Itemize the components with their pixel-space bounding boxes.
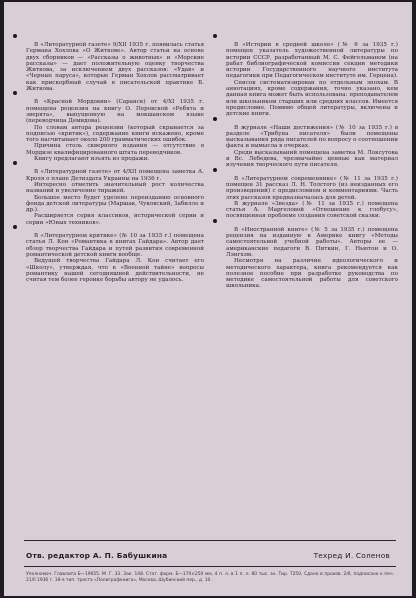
- footer-divider-top: [24, 540, 396, 541]
- paragraph: В журнале «Звезда» (№ 11 за 1935 г.) помещена статья А. Маргеловой «Отношение к глобусу», посвященная проблеме создания советской сказки.: [226, 200, 398, 220]
- paragraph: Несмотря на различие идеологического и методического характера, книга рекомендуется как полезное пособие при разработке руководства по методике самостоятельной работы для советского школьника.: [226, 258, 398, 290]
- bullet-icon: [213, 168, 217, 172]
- document-page: [4, 2, 412, 596]
- bullet-icon: [213, 219, 217, 223]
- entry-detizdat-ukraine: [26, 169, 204, 226]
- entry-krasnaya-mordoviya: [26, 99, 204, 162]
- left-column: [26, 42, 204, 290]
- paragraph: Большое место будет уделено переизданию основного фонда детской литературы (Маршак, Чуковский, Забилло и др.).: [26, 194, 204, 214]
- paragraph: В «Литературном критике» (№ 10 за 1935 г.) помещена статья Л. Кон «Романтика в книгах Гайдара». Автор дает обзор творчества Гайдара и путей развития современной романтической детской книги вообще.: [26, 233, 204, 258]
- bullet-icon: [13, 161, 17, 165]
- paragraph: В «Литературной газете» 9/XII 1935 г. появилась статья Германа Хохлова «О Житкове». Автор статьи на основе двух сборников — «Рассказы о животных» и «Морские рассказы» — дает положительную оценку творчества Житкова, за исключением двух рассказов: «Удав» и «Черные паруса», которые Герман Хохлов рассматривает как прискорбный случай в писательской практике Б. Житкова.: [26, 42, 204, 93]
- entry-kon-gaidar: [26, 233, 204, 283]
- paragraph: Интересно отметить значительный рост количества названий и увеличение тиражей.: [26, 181, 204, 195]
- paragraph: В журнале «Наши достижения» (№ 10 за 1935 г.) в разделе «Трибуна писателя» были помещены высказывания ряда писателей по вопросу о соотношении факта и вымысла в очерках.: [226, 124, 398, 150]
- entry-history-school: [226, 42, 398, 118]
- paragraph: Список систематизирован по отдельным эпохам. В аннотациях, кроме содержания, точно указано, кем данная книга может быть использована: преподавателем или школьником старших или средних классов. Имеется предисловие. Помимо общей литературы, включены и детские книги.: [226, 79, 398, 118]
- paragraph: В «Истории в средней школе» (№ 6 за 1935 г.) помещен указатель художественной литературы по истории СССР, разработанный М. С. Фейгельманом (на рабат библиографической комиссии секции методики истории Государственного научного института педагогики при Педагогическом институте им. Герцена).: [226, 42, 398, 80]
- bullet-icon: [213, 117, 217, 121]
- entry-nashi-dostizheniya: [226, 125, 398, 169]
- bullet-icon: [13, 91, 17, 95]
- entry-khokhlov-zhitkov: [26, 42, 204, 92]
- entry-inostrannaya-kniga: [226, 227, 398, 290]
- paragraph: Среди высказываний помещена заметка М. Локсутова и Вс. Лебедева, чрезвычайно ценные как материал изучения творческого пути писателя.: [226, 149, 398, 169]
- paragraph: Расширяется серия классиков, исторической серии и серии «Юных техников».: [26, 213, 204, 226]
- bullet-icon: [13, 225, 17, 229]
- footer-divider-bottom: [24, 566, 396, 567]
- paragraph: В «Литературном современнике» (№ 11 за 1935 г.) помещен 31 рассказ Л. Н. Толстого (из неизданных его произведений) с предисловием и комментариями. Часть этих рассказов предназначалась для детей.: [226, 175, 398, 201]
- paragraph: По словам автора рецензии (который скрывается за подписью «критик»), содержание книги искажено, кроме того насчитывает около 200 грамматических ошибок.: [26, 124, 204, 144]
- imprint-text: Уполномоч. Главлита Б—19655. М. Г. 33. Зак. 148. Стат. форм. Б—170×250 мм, 4 п. л. в 1 п. л. 80 тыс. зн. Тир. 7250. Сдано в произв. 2/II, подписано к печ. 21/II 1936 г. 18-я тип. треста «Полиграфкнига», Москва, Шубинский пер., д. 10.: [26, 572, 394, 583]
- paragraph: В «Иностранной книге» (№ 5 за 1935 г.) помещена рецензия на изданную в Америке книгу «Методы самостоятельной учебной работы». Авторы ее — американские педагоги В. Питкин, Г. Ньютон и О. Лэнгхэм.: [226, 226, 398, 258]
- bullet-icon: [213, 34, 217, 38]
- entry-lit-sovremennik: [226, 176, 398, 220]
- paragraph: В «Литературной газете» от 4/XII помещена заметка А. Кроля о плане Детиздата Украины на 1936 г.: [26, 169, 204, 182]
- responsible-editor: Отв. редактор А. П. Бабушкина: [26, 551, 168, 560]
- paragraph: Ведущей творчества Гайдара Л. Кон считает его «Школу», утверждая, что в «Военной тайне» вопросы романтику нашей сегодняшней действительности, не считая тем более героике борьбы автору не удалось.: [26, 258, 204, 284]
- paragraph: Причина столь скверного издания — отсутствие в Мордизе квалифицированного штата переводчиков.: [26, 143, 204, 156]
- tech-editor: Техред И. Соленов: [313, 551, 390, 560]
- paragraph: Книгу предлагают изъять из продажи.: [34, 156, 150, 163]
- paragraph: В «Красной Мордовии» (Саранск) от 4/XI 1935 г. помещена рецензия на книгу О. Перовской «Ребята и зверята», выпущенную на мокшанском языке (переводчица Демидова).: [26, 99, 204, 125]
- right-column: [226, 42, 398, 297]
- bullet-icon: [13, 34, 17, 38]
